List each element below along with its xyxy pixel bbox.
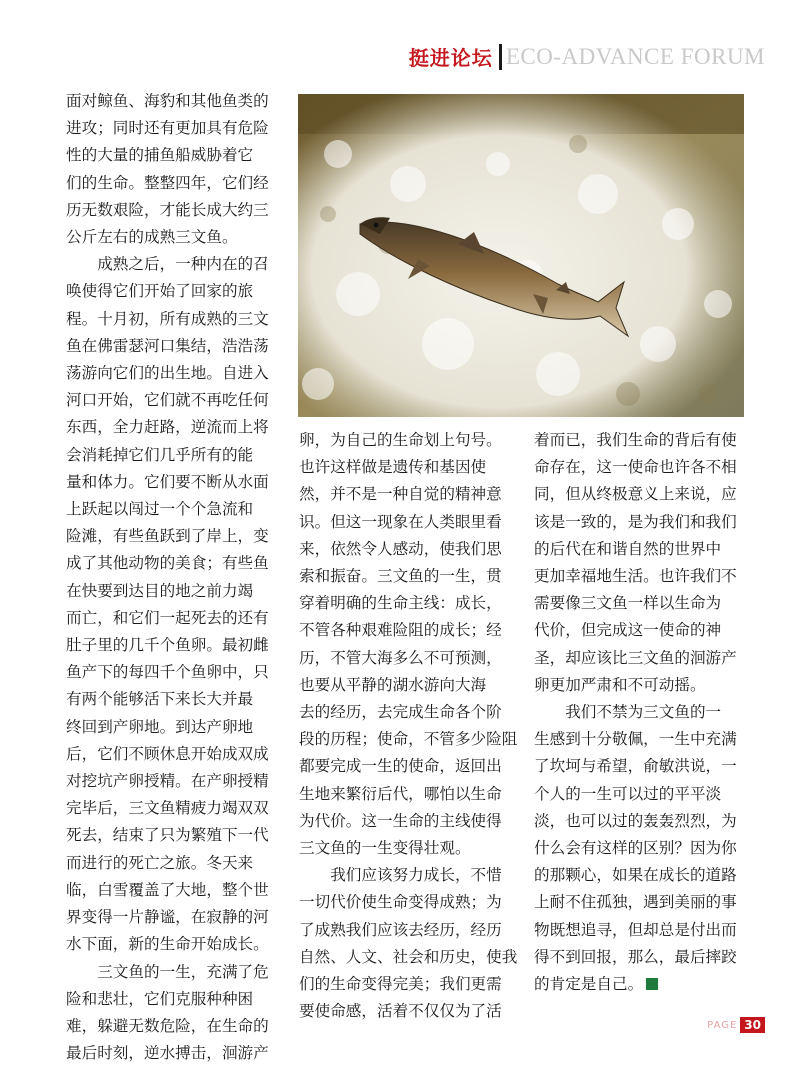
text-line: 公斤左右的成熟三文鱼。: [66, 228, 238, 247]
text-line: 肚子里的几千个鱼卵。最初雌: [66, 636, 269, 655]
text-line: 性的大量的捕鱼船威胁着它: [66, 146, 254, 165]
text-line: 圣，却应该比三文鱼的洄游产: [534, 648, 737, 667]
section-title-cn: 挺进论坛: [408, 46, 493, 70]
text-line: 命存在，这一使命也许各不相: [534, 458, 737, 477]
text-line: 河口开始，它们就不再吃任何: [66, 391, 269, 410]
section-header: [409, 42, 765, 71]
text-line: 我们应该努力成长，不惜: [299, 866, 502, 885]
text-line: 唤使得它们开始了回家的旅: [66, 282, 254, 301]
text-line: 需要像三文鱼一样以生命为: [534, 594, 722, 613]
text-line: 三文鱼的一生，充满了危: [66, 962, 269, 981]
text-line: 了坎坷与希望，俞敏洪说，一: [534, 757, 737, 776]
text-line: 自然、人文、社会和历史，使我: [299, 947, 518, 966]
text-line: 界变得一片静谧，在寂静的河: [66, 908, 269, 927]
text-line: 了成熟我们应该去经历，经历: [299, 920, 502, 939]
text-line: 东西，全力赶路，逆流而上将: [66, 418, 269, 437]
end-of-article-mark: [646, 978, 658, 990]
text-line: 索和振奋。三文鱼的一生，贯: [299, 567, 502, 586]
text-line: 得不到回报，那么，最后摔跤: [534, 947, 737, 966]
text-column-3: [534, 427, 744, 998]
text-line: 物既想追寻，但却总是付出而: [534, 920, 737, 939]
text-line: 我们不禁为三文鱼的一: [534, 703, 722, 722]
text-line: 水下面，新的生命开始成长。: [66, 935, 269, 954]
text-line: 面对鲸鱼、海豹和其他鱼类的: [66, 92, 269, 110]
text-line: 有两个能够活下来长大并最: [66, 690, 254, 709]
text-line: 量和体力。它们要不断从水面: [66, 472, 269, 491]
text-line: 鱼在佛雷瑟河口集结，浩浩荡: [66, 336, 269, 355]
text-line: 鱼产下的每四千个鱼卵中，只: [66, 663, 269, 682]
text-line: 识。但这一现象在人类眼里看: [299, 512, 502, 531]
text-line: 最后时刻，逆水搏击，洄游产: [66, 1044, 269, 1063]
text-line: 穿着明确的生命主线：成长，: [299, 594, 502, 613]
text-line: 而亡，和它们一起死去的还有: [66, 608, 269, 627]
text-line: 对挖坑产卵授精。在产卵授精: [66, 772, 269, 791]
text-line: 死去，结束了只为繁殖下一代: [66, 826, 269, 845]
text-line: 上耐不住孤独，遇到美丽的事: [534, 893, 737, 912]
text-line: 在快要到达目的地之前力竭: [66, 581, 254, 600]
page-footer: [707, 1017, 765, 1033]
text-line: 险滩，有些鱼跃到了岸上，变: [66, 527, 269, 546]
text-line: 成熟之后，一种内在的召: [66, 255, 269, 274]
text-line: 进攻；同时还有更加具有危险: [66, 119, 269, 138]
text-line: 要使命感，活着不仅仅为了活: [299, 1002, 502, 1021]
text-line: 三文鱼的一生变得壮观。: [299, 839, 471, 858]
text-line: 然，并不是一种自觉的精神意: [299, 485, 502, 504]
text-line: 为代价。这一生命的主线使得: [299, 811, 502, 830]
text-line: 的那颗心，如果在成长的道路: [534, 866, 737, 885]
text-line: 卵，为自己的生命划上句号。: [299, 431, 502, 449]
text-line: 去的经历，去完成生命各个阶: [299, 703, 502, 722]
text-line: 们的生命变得完美；我们更需: [299, 975, 502, 994]
text-line: 段的历程；使命，不管多少险阻: [299, 730, 518, 749]
page-number: 30: [740, 1017, 765, 1033]
text-line: 该是一致的，是为我们和我们: [534, 512, 737, 531]
text-line: 程。十月初，所有成熟的三文: [66, 309, 269, 328]
text-line: 后，它们不顾休息开始成双成: [66, 744, 269, 763]
text-line: 险和悲壮，它们克服种种困: [66, 989, 254, 1008]
text-line: 的后代在和谐自然的世界中: [534, 539, 722, 558]
text-line: 不管各种艰难险阻的成长；经: [299, 621, 502, 640]
text-line: 也要从平静的湖水游向大海: [299, 675, 487, 694]
page-label: PAGE: [707, 1019, 738, 1031]
text-line: 个人的一生可以过的平平淡: [534, 784, 722, 803]
salmon-photo: [298, 94, 744, 417]
text-line: 而进行的死亡之旅。冬天来: [66, 853, 254, 872]
text-line: 的肯定是自己。: [534, 971, 744, 998]
text-line: 完毕后，三文鱼精疲力竭双双: [66, 799, 269, 818]
text-column-1: [66, 88, 276, 1067]
text-line: 生地来繁衍后代，哪怕以生命: [299, 784, 502, 803]
text-column-2: [299, 427, 518, 1025]
text-line: 历，不管大海多么不可预测，: [299, 648, 502, 667]
text-line: 会消耗掉它们几乎所有的能: [66, 445, 254, 464]
text-line: 什么会有这样的区别？因为你: [534, 839, 737, 858]
text-line: 也许这样做是遗传和基因使: [299, 458, 487, 477]
section-title-en: ECO-ADVANCE FORUM: [505, 43, 765, 69]
text-line: 一切代价使生命变得成熟；为: [299, 893, 502, 912]
text-line: 来，依然令人感动，使我们思: [299, 539, 502, 558]
text-line: 们的生命。整整四年，它们经: [66, 173, 269, 192]
text-line: 同，但从终极意义上来说，应: [534, 485, 737, 504]
text-line: 上跃起以闯过一个个急流和: [66, 500, 254, 519]
text-line: 临，白雪覆盖了大地，整个世: [66, 880, 269, 899]
header-divider: [499, 44, 502, 70]
text-line: 荡游向它们的出生地。自进入: [66, 364, 269, 383]
text-line: 代价，但完成这一使命的神: [534, 621, 722, 640]
text-line: 都要完成一生的使命，返回出: [299, 757, 502, 776]
text-line: 成了其他动物的美食；有些鱼: [66, 554, 269, 573]
text-line: 终回到产卵地。到达产卵地: [66, 717, 254, 736]
text-line: 淡，也可以过的轰轰烈烈，为: [534, 811, 737, 830]
text-line: 着而已，我们生命的背后有使: [534, 431, 737, 449]
text-line: 卵更加严肃和不可动摇。: [534, 675, 706, 694]
text-line: 历无数艰险，才能长成大约三: [66, 200, 269, 219]
text-line: 难，躲避无数危险，在生命的: [66, 1016, 269, 1035]
text-line: 生感到十分敬佩，一生中充满: [534, 730, 737, 749]
text-line: 更加幸福地生活。也许我们不: [534, 567, 737, 586]
